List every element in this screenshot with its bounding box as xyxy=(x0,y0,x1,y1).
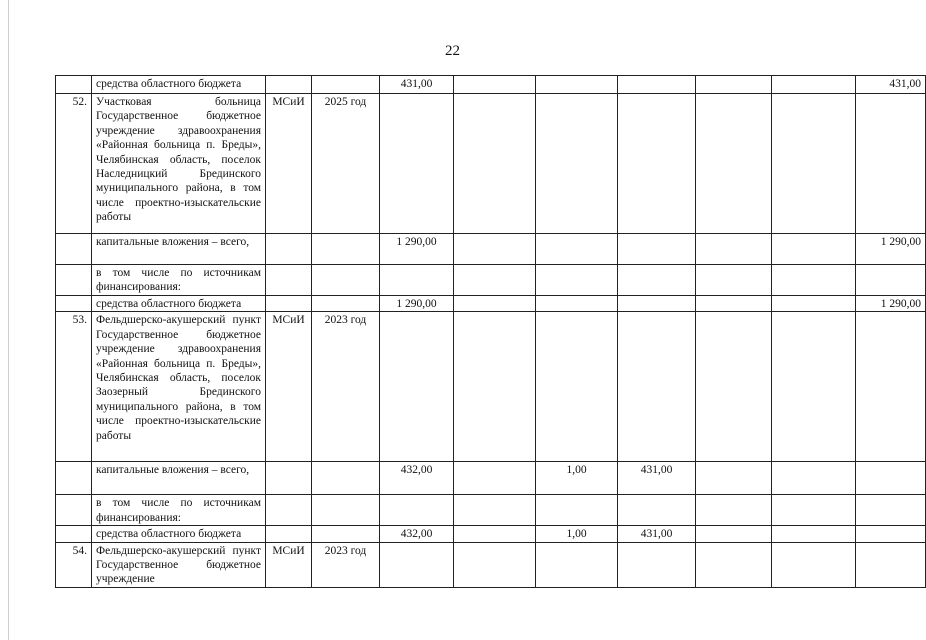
cell-org: МСиИ xyxy=(266,542,312,587)
cell-c2 xyxy=(536,76,618,94)
cell-c1 xyxy=(454,234,536,265)
cell-org xyxy=(266,526,312,542)
cell-c2 xyxy=(536,234,618,265)
cell-year xyxy=(312,462,380,495)
cell-c5 xyxy=(772,76,856,94)
cell-c1 xyxy=(454,265,536,296)
cell-c1 xyxy=(454,542,536,587)
cell-total: 1 290,00 xyxy=(380,296,454,312)
cell-year xyxy=(312,265,380,296)
cell-year: 2023 год xyxy=(312,312,380,462)
cell-c5 xyxy=(772,495,856,526)
table-row xyxy=(56,76,926,94)
cell-num: 54. xyxy=(56,542,92,587)
cell-c5 xyxy=(772,462,856,495)
cell-year xyxy=(312,296,380,312)
cell-c3 xyxy=(618,94,696,234)
cell-c5 xyxy=(772,296,856,312)
cell-num xyxy=(56,296,92,312)
cell-last xyxy=(856,94,926,234)
cell-num xyxy=(56,462,92,495)
cell-c2: 1,00 xyxy=(536,526,618,542)
table-row xyxy=(56,495,926,526)
cell-c2 xyxy=(536,296,618,312)
cell-last: 1 290,00 xyxy=(856,234,926,265)
cell-total: 1 290,00 xyxy=(380,234,454,265)
page-left-edge xyxy=(8,0,9,640)
cell-num xyxy=(56,495,92,526)
cell-year: 2025 год xyxy=(312,94,380,234)
cell-name: Фельдшерско-акушерский пункт Государственное бюджетное учреждение xyxy=(92,542,266,587)
cell-total xyxy=(380,94,454,234)
cell-c1 xyxy=(454,462,536,495)
cell-last xyxy=(856,462,926,495)
cell-c2: 1,00 xyxy=(536,462,618,495)
cell-c4 xyxy=(696,526,772,542)
cell-c3 xyxy=(618,495,696,526)
cell-c4 xyxy=(696,94,772,234)
cell-org xyxy=(266,296,312,312)
cell-c4 xyxy=(696,76,772,94)
cell-c1 xyxy=(454,495,536,526)
cell-c4 xyxy=(696,462,772,495)
cell-c4 xyxy=(696,265,772,296)
cell-c3 xyxy=(618,265,696,296)
cell-name: в том числе по источникам финансирования: xyxy=(92,265,266,296)
cell-name: в том числе по источникам финансирования: xyxy=(92,495,266,526)
cell-org xyxy=(266,265,312,296)
budget-table xyxy=(55,75,926,588)
cell-year xyxy=(312,234,380,265)
cell-c3: 431,00 xyxy=(618,462,696,495)
cell-c3 xyxy=(618,234,696,265)
cell-c4 xyxy=(696,542,772,587)
cell-c5 xyxy=(772,234,856,265)
cell-c5 xyxy=(772,265,856,296)
cell-total: 431,00 xyxy=(380,76,454,94)
cell-c3 xyxy=(618,312,696,462)
cell-c2 xyxy=(536,265,618,296)
cell-last xyxy=(856,495,926,526)
cell-year: 2023 год xyxy=(312,542,380,587)
cell-c4 xyxy=(696,234,772,265)
cell-c1 xyxy=(454,76,536,94)
cell-total: 432,00 xyxy=(380,526,454,542)
cell-c4 xyxy=(696,296,772,312)
cell-c5 xyxy=(772,542,856,587)
cell-year xyxy=(312,76,380,94)
table-row xyxy=(56,542,926,587)
cell-last xyxy=(856,265,926,296)
cell-last: 1 290,00 xyxy=(856,296,926,312)
cell-org: МСиИ xyxy=(266,94,312,234)
cell-c3 xyxy=(618,76,696,94)
cell-name: Участковая больница Государственное бюджетное учреждение здравоохранения «Районная больница п. Бреды», Челябинская область, поселок Наследницкий Брединского муниципального района, в том числе проектно-изыскательские работы xyxy=(92,94,266,234)
cell-num xyxy=(56,526,92,542)
table-row xyxy=(56,296,926,312)
cell-name: средства областного бюджета xyxy=(92,76,266,94)
cell-last xyxy=(856,526,926,542)
cell-c1 xyxy=(454,526,536,542)
cell-name: капитальные вложения – всего, xyxy=(92,462,266,495)
cell-c3 xyxy=(618,296,696,312)
cell-c5 xyxy=(772,312,856,462)
table-row xyxy=(56,265,926,296)
cell-total xyxy=(380,542,454,587)
cell-total xyxy=(380,312,454,462)
cell-name: Фельдшерско-акушерский пункт Государственное бюджетное учреждение здравоохранения «Районная больница п. Бреды», Челябинская область, поселок Заозерный Брединского муниципального района, в том числе проектно-изыскательские работы xyxy=(92,312,266,462)
table-row xyxy=(56,234,926,265)
cell-num xyxy=(56,234,92,265)
cell-org xyxy=(266,234,312,265)
cell-org xyxy=(266,462,312,495)
cell-c4 xyxy=(696,495,772,526)
cell-org xyxy=(266,495,312,526)
cell-c3 xyxy=(618,542,696,587)
cell-c2 xyxy=(536,312,618,462)
page-number: 22 xyxy=(445,43,460,59)
cell-c2 xyxy=(536,94,618,234)
cell-num: 52. xyxy=(56,94,92,234)
cell-c2 xyxy=(536,542,618,587)
cell-last xyxy=(856,312,926,462)
cell-total: 432,00 xyxy=(380,462,454,495)
cell-c1 xyxy=(454,94,536,234)
cell-c5 xyxy=(772,94,856,234)
cell-name: средства областного бюджета xyxy=(92,526,266,542)
cell-org: МСиИ xyxy=(266,312,312,462)
cell-last xyxy=(856,542,926,587)
cell-name: средства областного бюджета xyxy=(92,296,266,312)
cell-num xyxy=(56,76,92,94)
cell-c4 xyxy=(696,312,772,462)
table-row xyxy=(56,312,926,462)
cell-year xyxy=(312,495,380,526)
cell-c5 xyxy=(772,526,856,542)
cell-last: 431,00 xyxy=(856,76,926,94)
cell-total xyxy=(380,495,454,526)
cell-c1 xyxy=(454,312,536,462)
cell-num: 53. xyxy=(56,312,92,462)
cell-org xyxy=(266,76,312,94)
cell-name: капитальные вложения – всего, xyxy=(92,234,266,265)
cell-c3: 431,00 xyxy=(618,526,696,542)
table-row xyxy=(56,462,926,495)
table-row xyxy=(56,526,926,542)
table-row xyxy=(56,94,926,234)
cell-year xyxy=(312,526,380,542)
cell-total xyxy=(380,265,454,296)
cell-num xyxy=(56,265,92,296)
cell-c2 xyxy=(536,495,618,526)
cell-c1 xyxy=(454,296,536,312)
